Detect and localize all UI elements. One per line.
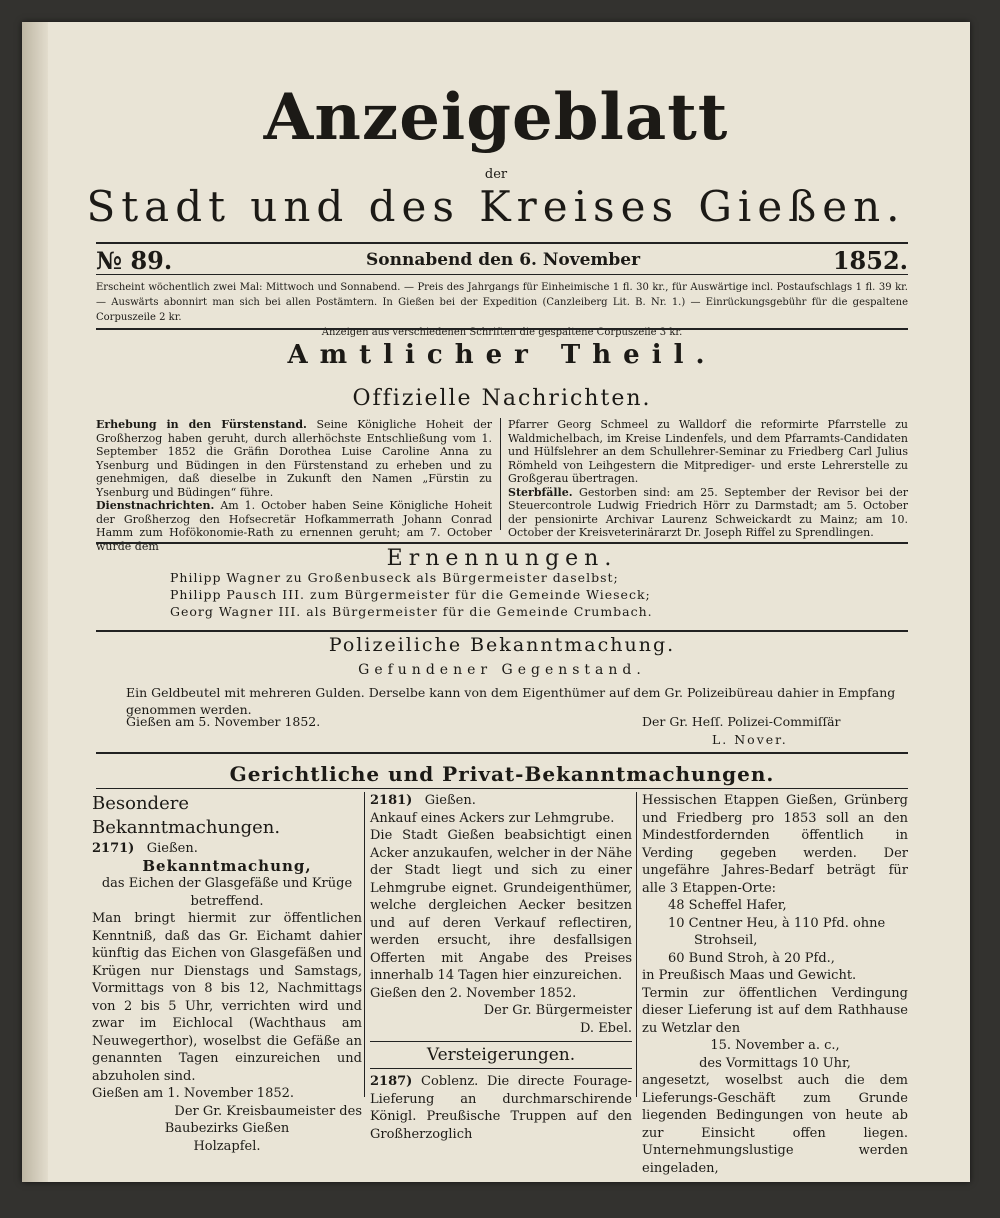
info-line-1: Erscheint wöchentlich zwei Mal: Mittwoch und Sonnabend. — Preis des Jahrgangs für Einheimische 1 fl. 30 kr., für Auswärtige incl. Postaufschlags 1 fl. 39 kr. — — [96, 282, 908, 308]
column-2 — [370, 792, 632, 1143]
newspaper-page — [22, 22, 970, 1182]
info-line-3: Anzeigen aus verschiedenen Schriften die gespaltene Corpuszeile 3 kr. — [321, 327, 683, 338]
notice-number: 2181) — [370, 793, 413, 808]
notice-time: des Vormittags 10 Uhr, — [699, 1055, 851, 1071]
polizei-date: Gießen am 5. November 1852. — [126, 714, 321, 729]
list-item: 10 Centner Heu, à 110 Pfd. ohne — [668, 915, 886, 931]
notice-sign-2: D. Ebel. — [579, 1020, 632, 1036]
erhebung-head: Erhebung in den Fürstenstand. — [96, 418, 307, 431]
polizei-signature-title: Der Gr. Heſſ. Polizei-Commiſſär — [642, 714, 841, 729]
notice-body: Termin zur öffentlichen Verdingung dieser Lieferung ist auf dem Rathhause zu Wetzlar den — [642, 985, 908, 1036]
sterbfaelle-head: Sterbfälle. — [508, 485, 573, 499]
column-divider — [500, 418, 501, 530]
rule — [96, 542, 908, 544]
ernennung-item: Georg Wagner III. als Bürgermeister für die Gemeinde Crumbach. — [170, 604, 653, 619]
polizei-heading: Polizeiliche Bekanntmachung. — [328, 634, 676, 656]
amtlich-left-column — [96, 418, 492, 553]
rule — [370, 1068, 632, 1069]
issue-number: № 89. — [96, 246, 173, 275]
polizei-subheading: Gefundener Gegenstand. — [358, 662, 646, 678]
pfarrer-text: Pfarrer Georg Schmeel zu Walldorf die reformirte Pfarrstelle zu Waldmichelbach, im Kreise Lindenfels, und dem Pfarramts-Candidaten und Hülfslehrer an dem Schullehrer-Seminar zu Friedberg Carl Julius Römheld von Leihgestern die Mitprediger- und erste Lehrerstelle zu Großgerau übertragen. — [508, 418, 908, 485]
notice-place: Gießen. — [146, 841, 198, 856]
list-item: 60 Bund Stroh, à 20 Pfd., — [668, 950, 835, 966]
issue-date: Sonnabend den 6. November — [366, 250, 641, 270]
masthead-der: der — [484, 167, 508, 182]
polizei-text: Ein Geldbeutel mit mehreren Gulden. Derselbe kann von dem Eigenthümer auf dem Gr. Polizeibüreau dahier in Empfang genommen werden. — [126, 685, 896, 717]
info-line-2: Auswärts abonnirt man sich bei allen Postämtern. In Gießen bei der Expedition (Canzleiberg Lit. B. Nr. 1.) — Einrückungsgebühr für die gespaltene Corpuszeile 2 kr. — [96, 297, 908, 323]
sterbfaelle-text: Gestorben sind: am 25. September der Revisor bei der Steuercontrole Ludwig Friedrich Hörr zu Darmstadt; am 5. October der pensionirte Archivar Laurenz Schweickardt zu Mainz; am 10. October der Kreisveterinärarzt Dr. Joseph Riffel zu Sprendlingen. — [508, 485, 909, 539]
rule — [96, 630, 908, 632]
rule — [96, 788, 908, 789]
rule — [96, 752, 908, 754]
amtlicher-theil-heading: Amtlicher Theil. — [287, 340, 717, 370]
notice-subtitle: das Eichen der Glasgefäße und Krüge betreffend. — [101, 876, 353, 909]
rule — [96, 328, 908, 330]
rule — [96, 242, 908, 244]
masthead-title: Anzeigeblatt — [263, 80, 729, 155]
besondere-heading: Besondere Bekanntmachungen. — [92, 793, 281, 838]
notice-date: Gießen am 1. November 1852. — [92, 1086, 295, 1101]
notice-date: Gießen den 2. November 1852. — [370, 985, 577, 1001]
notice-sign-3: Holzapfel. — [193, 1138, 261, 1154]
amtlich-right-column — [508, 418, 908, 540]
notice-title: Bekanntmachung, — [142, 856, 312, 875]
column-1 — [92, 792, 362, 1155]
masthead-subtitle: Stadt und des Kreises Gießen. — [86, 182, 906, 231]
erhebung-text: Seine Königliche Hoheit der Großherzog haben geruht, durch allerhöchste Entschließung vom 1. September 1852 die Gräfin Dorothea Luise Caroline Anna zu Ysenburg und Büdingen in den Fürstenstand zu erheben und zu genehmigen, daß dieselbe in Zukunft den Namen „Fürstin zu Ysenburg und Büdingen“ führe. — [96, 418, 493, 499]
notice-title: Ankauf eines Ackers zur Lehmgrube. — [370, 810, 615, 826]
column-divider — [636, 792, 637, 1097]
rule — [96, 274, 908, 275]
notice-body: Hessischen Etappen Gießen, Grünberg und Friedberg pro 1853 soll an den Mindestfordernden öffentlich in Verding gegeben werden. Der ungefähre Jahres-Bedarf beträgt für alle 3 Etappen-Orte: — [642, 793, 908, 896]
notice-body: Die Stadt Gießen beabsichtigt einen Acker anzukaufen, welcher in der Nähe der Stadt liegt und sich zu einer Lehmgrube eignet. Grundeigenthümer, welche dergleichen Aecker besitzen und auf deren Verkauf reflectiren, werden ersucht, ihre desfallsigen Offerten mit Angabe des Preises innerhalb 14 Tagen hier einzureichen. — [370, 828, 632, 983]
issue-year: 1852. — [832, 246, 908, 275]
column-divider — [364, 792, 365, 1097]
subscription-info — [96, 280, 908, 340]
column-3 — [642, 792, 908, 1177]
dienst-text: Am 1. October haben Seine Königliche Hoheit der Großherzog den Hofsecretär Hofkammerrath Johann Conrad Hamm zum Hofökonomie-Rath zu ernennen geruht; am 7. October wurde dem — [96, 499, 492, 553]
notice-body: Man bringt hiermit zur öffentlichen Kenntniß, daß das Gr. Eichamt dahier künftig das Eichen von Glasgefäßen und Krügen nur Dienstags und Samstags, Vormittags von 8 bis 12, Nachmittags von 2 bis 5 Uhr, verrichten wird und zwar im Eichlocal (Wachthaus am Neuwegerthor), woselbst die Gefäße an genannten Tagen einzureichen und abzuholen sind. — [92, 911, 362, 1084]
notice-body: Coblenz. Die directe Fourage-Lieferung an durchmarschirende Königl. Preußische Truppen auf den Großherzoglich — [370, 1074, 632, 1142]
notice-sign-1: Der Gr. Bürgermeister — [483, 1003, 632, 1018]
ernennungen-list — [170, 569, 770, 620]
notice-sign-2: Baubezirks Gießen — [164, 1121, 290, 1136]
list-item: 48 Scheffel Hafer, — [668, 898, 787, 913]
notice-date: 15. November a. c., — [710, 1038, 840, 1053]
notice-body: in Preußisch Maas und Gewicht. — [642, 968, 857, 983]
polizei-signature-name: L. Nover. — [712, 732, 788, 747]
dienst-head: Dienstnachrichten. — [96, 499, 215, 512]
offizielle-nachrichten-heading: Offizielle Nachrichten. — [352, 386, 652, 411]
ernennung-item: Philipp Pausch III. zum Bürgermeister für die Gemeinde Wieseck; — [170, 587, 651, 602]
versteigerungen-heading: Versteigerungen. — [426, 1045, 576, 1065]
ernennung-item: Philipp Wagner zu Großenbuseck als Bürgermeister daselbst; — [170, 570, 619, 585]
notice-place: Gießen. — [424, 793, 476, 808]
ernennungen-heading: Ernennungen. — [386, 546, 618, 571]
gerichtliche-heading: Gerichtliche und Privat-Bekanntmachungen. — [229, 762, 775, 786]
notice-number: 2171) — [92, 841, 135, 856]
list-item: Strohseil, — [694, 933, 758, 948]
notice-number: 2187) — [370, 1074, 413, 1089]
notice-sign-1: Der Gr. Kreisbaumeister des — [174, 1103, 362, 1119]
notice-body: angesetzt, woselbst auch die dem Lieferungs-Geschäft zum Grunde liegenden Bedingungen von heute ab zur Einsicht offen liegen. Unternehmungslustige werden eingeladen, — [642, 1073, 908, 1176]
issue-bar — [96, 246, 908, 274]
